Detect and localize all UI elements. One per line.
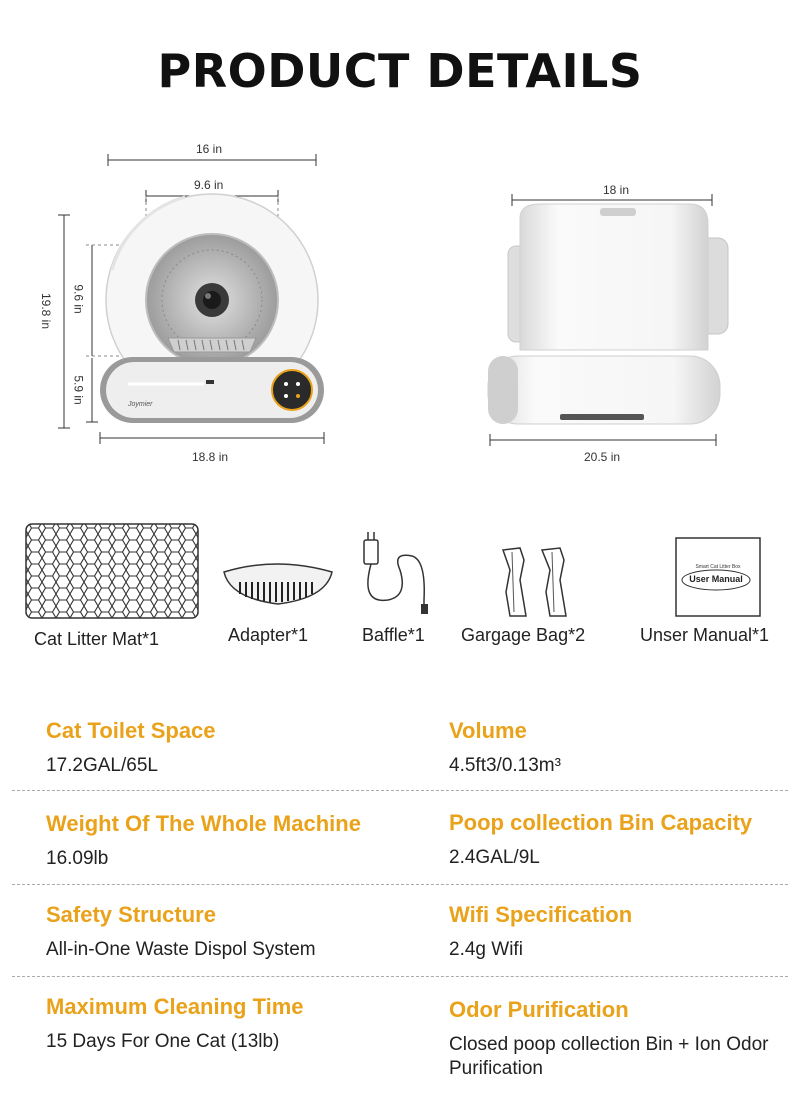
dim-opening-width: 9.6 in [194, 178, 224, 192]
spec-value: 4.5ft3/0.13m³ [449, 755, 561, 776]
front-view-device [58, 154, 324, 444]
accessory-label-manual: Unser Manual*1 [640, 625, 770, 645]
accessory-baffle-cable [364, 532, 428, 614]
manual-small-text: Smart Cat Litter Box [695, 564, 741, 570]
spec-label: Wifi Specification [449, 902, 633, 927]
dim-top-width: 16 in [196, 142, 223, 156]
spec-value: 2.4GAL/9L [449, 847, 540, 868]
spec-weight [46, 811, 361, 871]
spec-cleaning-time [46, 994, 304, 1054]
accessory-label-mat: Cat Litter Mat*1 [34, 629, 160, 649]
spec-label: Volume [449, 718, 527, 743]
dim-base-depth: 20.5 in [584, 450, 621, 464]
spec-label: Poop collection Bin Capacity [449, 810, 753, 835]
divider [12, 790, 788, 791]
accessory-label-bags: Gargage Bag*2 [461, 625, 586, 645]
spec-odor-purification [449, 997, 789, 1081]
spec-value: 17.2GAL/65L [46, 755, 158, 776]
side-view-device [488, 194, 728, 446]
accessory-label-adapter: Adapter*1 [228, 625, 309, 645]
spec-value: 16.09lb [46, 848, 109, 869]
divider [12, 884, 788, 885]
side-base [488, 356, 720, 424]
accessory-litter-mat [26, 524, 198, 618]
spec-label: Maximum Cleaning Time [46, 994, 304, 1019]
control-panel [272, 370, 312, 410]
dim-dome-height: 9.6 in [71, 284, 86, 314]
accessory-user-manual [676, 538, 760, 616]
brand-logo: Joymier [128, 401, 153, 408]
spec-label: Safety Structure [46, 902, 216, 927]
dim-total-height: 19.8 in [39, 292, 54, 330]
page-title: PRODUCT DETAILS [157, 44, 643, 98]
spec-label: Odor Purification [449, 997, 629, 1022]
spec-safety-structure [46, 902, 316, 962]
spec-value: 2.4g Wifi [449, 939, 523, 960]
spec-value: 15 Days For One Cat (13lb) [46, 1031, 280, 1052]
spec-value: All-in-One Waste Dispol System [46, 939, 316, 960]
spec-cat-toilet-space [46, 718, 216, 778]
side-dome [520, 204, 708, 350]
spec-bin-capacity [449, 810, 752, 870]
accessory-adapter [224, 564, 332, 604]
spec-label: Cat Toilet Space [46, 718, 216, 743]
accessory-garbage-bags [503, 548, 566, 616]
spec-wifi [449, 902, 632, 962]
dim-top-depth: 18 in [603, 183, 630, 197]
dim-base-width: 18.8 in [192, 450, 229, 464]
accessory-label-baffle: Baffle*1 [362, 625, 425, 645]
divider [12, 976, 788, 977]
spec-value: Closed poop collection Bin + Ion Odor Purification [449, 1034, 769, 1079]
spec-label: Weight Of The Whole Machine [46, 811, 361, 836]
dim-base-height: 5.9 in [71, 375, 86, 405]
spec-volume [449, 718, 561, 778]
manual-heading: User Manual [689, 574, 743, 584]
